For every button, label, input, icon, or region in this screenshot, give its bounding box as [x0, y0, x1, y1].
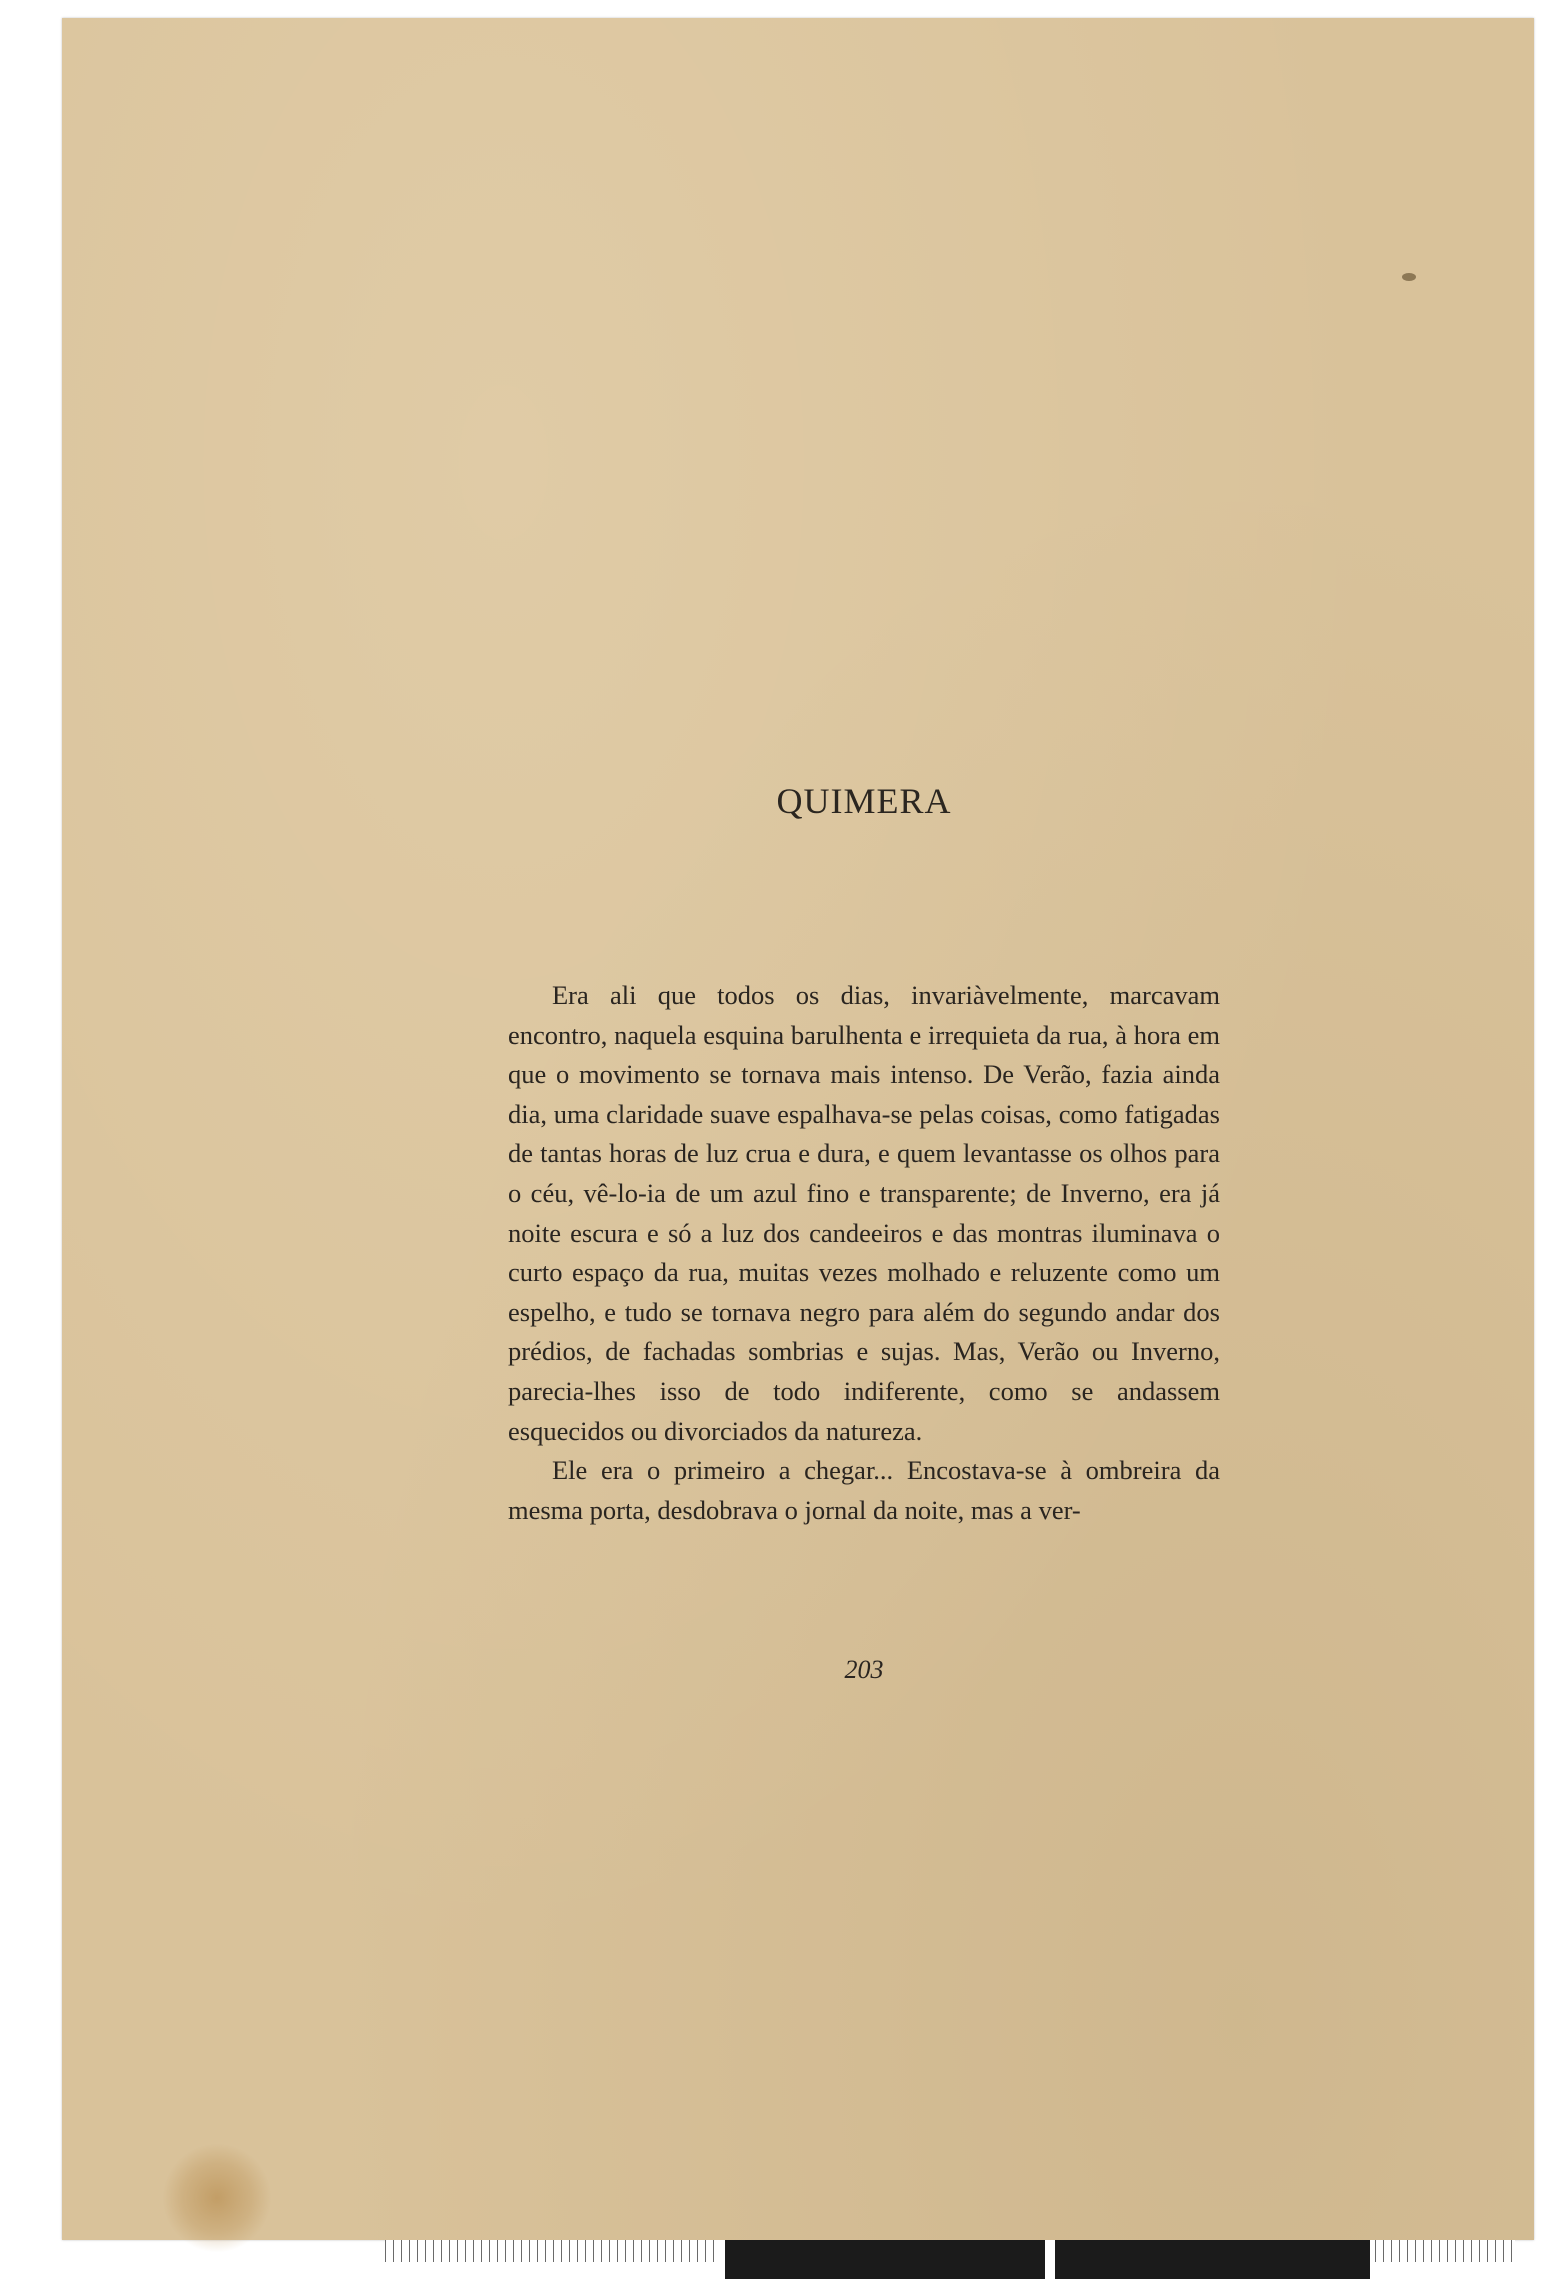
page-title: QUIMERA: [776, 781, 952, 821]
ink-spot: [1402, 273, 1416, 281]
paragraph-2: Ele era o primeiro a chegar... Encostava-se à ombreira da mesma porta, desdobrava o jornal da noite, mas a ver-: [508, 1455, 1220, 1525]
scale-ruler: [385, 2240, 1515, 2279]
page-number: 203: [844, 1655, 884, 1684]
ruler-block-black-1: [725, 2240, 1045, 2279]
ruler-ticks-right: [1375, 2240, 1515, 2279]
body-text: [508, 976, 1220, 1530]
foxing-stain: [162, 2143, 272, 2253]
paragraph-1: Era ali que todos os dias, invariàvelmente, marcavam encontro, naquela esquina barulhenta e irrequieta da rua, à hora em que o movimento se tornava mais intenso. De Verão, fazia ainda dia, uma claridade suave espalhava-se pelas coisas, como fatigadas de tantas horas de luz crua e dura, e quem levantasse os olhos para o céu, vê-lo-ia de um azul fino e transparente; de Inverno, era já noite escura e só a luz dos candeeiros e das montras iluminava o curto espaço da rua, muitas vezes molhado e reluzente como um espelho, e tudo se tornava negro para além do segundo andar dos prédios, de fachadas sombrias e sujas. Mas, Verão ou Inverno, parecia-lhes isso de todo indiferente, como se andassem esquecidos ou divorciados da natureza.: [508, 980, 1220, 1446]
ruler-ticks-left: [385, 2240, 720, 2279]
ruler-block-black-2: [1055, 2240, 1370, 2279]
